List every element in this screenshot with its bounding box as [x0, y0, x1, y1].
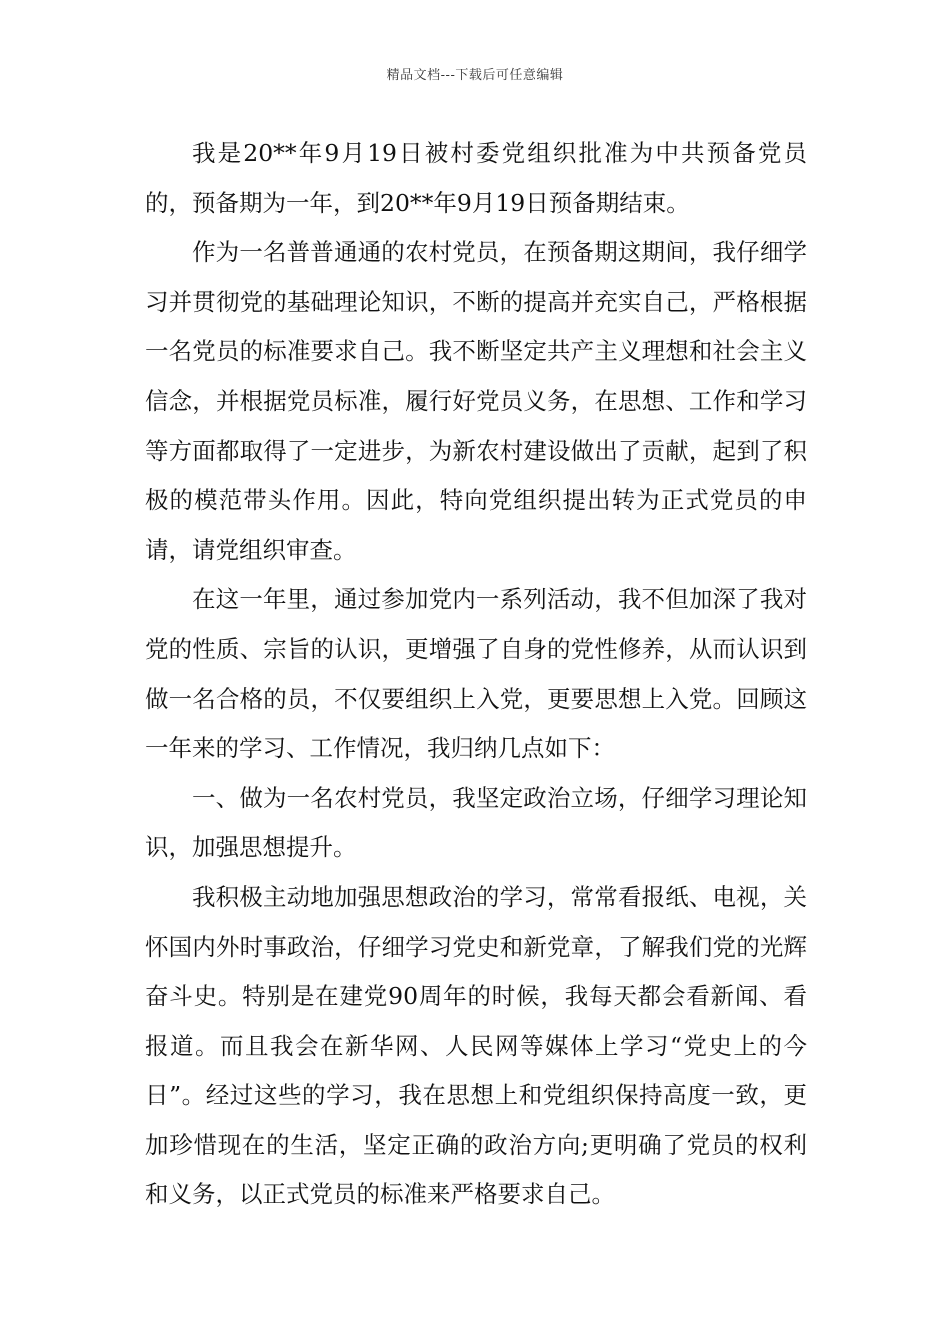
document-body — [145, 129, 807, 1220]
paragraph-year-review: 在这一年里，通过参加党内一系列活动，我不但加深了我对党的性质、宗旨的认识，更增强了自身的党性修养，从而认识到做一名合格的员，不仅要组织上入党，更要思想上入党。回顾这一年来的学习、工作情况，我归纳几点如下： — [145, 585, 807, 763]
paragraph-probation-dates: 我是20**年9月19日被村委党组织批准为中共预备党员的，预备期为一年，到20**年9月19日预备期结束。 — [145, 139, 807, 217]
page-header: 精品文档---下载后可任意编辑 — [386, 68, 564, 83]
paragraph-probation-conduct: 作为一名普普通通的农村党员，在预备期这期间，我仔细学习并贯彻党的基础理论知识，不断的提高并充实自己，严格根据一名党员的标准要求自己。我不断坚定共产主义理想和社会主义信念，并根据党员标准，履行好党员义务，在思想、工作和学习等方面都取得了一定进步，为新农村建设做出了贡献，起到了积极的模范带头作用。因此，特向党组织提出转为正式党员的申请，请党组织审查。 — [145, 238, 807, 564]
paragraph-political-study: 我积极主动地加强思想政治的学习，常常看报纸、电视，关怀国内外时事政治，仔细学习党史和新党章，了解我们党的光辉奋斗史。特别是在建党90周年的时候，我每天都会看新闻、看报道。而且我会在新华网、人民网等媒体上学习“党史上的今日”。经过这些的学习，我在思想上和党组织保持高度一致，更加珍惜现在的生活，坚定正确的政治方向;更明确了党员的权利和义务，以正式党员的标准来严格要求自己。 — [145, 882, 807, 1209]
paragraph-point-one-heading: 一、做为一名农村党员，我坚定政治立场，仔细学习理论知识，加强思想提升。 — [145, 783, 807, 862]
